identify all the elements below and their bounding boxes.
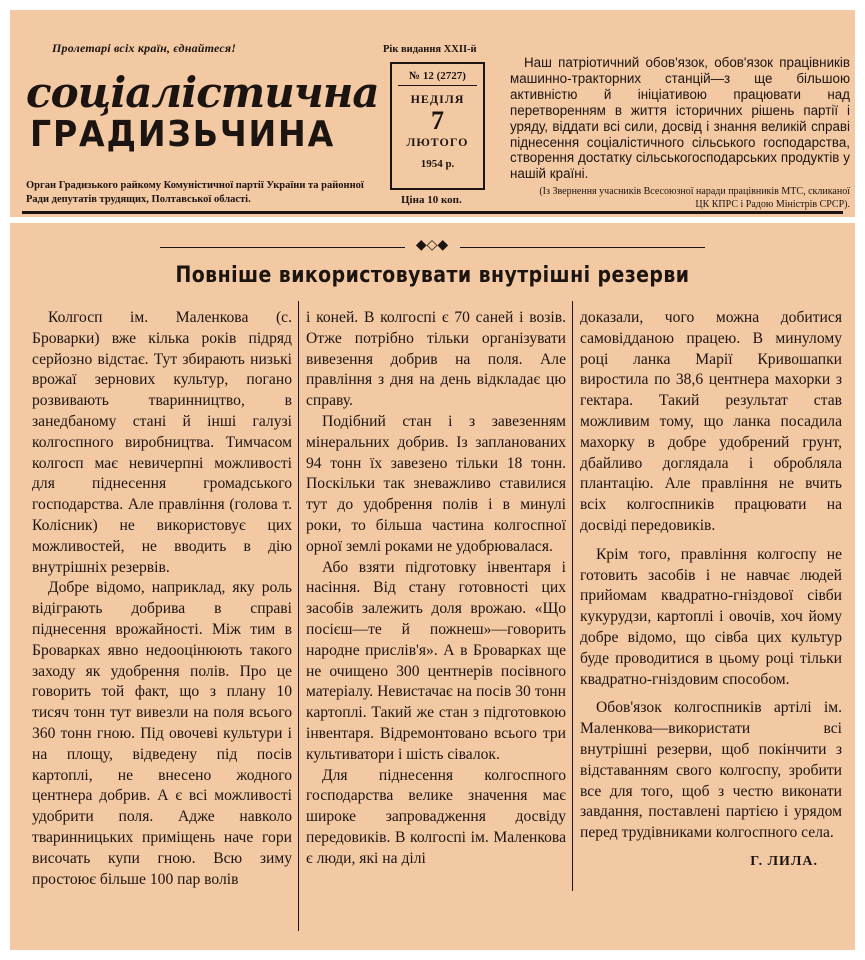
ornament-line-right — [460, 247, 705, 248]
paragraph: Обов'язок колгоспників артілі ім. Маленкова—використати всі внутрішні резерви, щоб покінчити з відставанням свого колгоспу, зробити все для того, щоб з честю виконати завдання, поставлені партією і урядом перед трудівниками колгоспного села. — [580, 699, 842, 842]
paragraph: Подібний стан і з завезенням мінеральних добрив. Із запланованих 94 тонн їх завезено тільки 18 тонн. Поскільки так зневажливо ставилися тут до удобрення полів і в минулі роки, то більша частина колгоспної орної землі роками не удобрювалася. — [306, 412, 566, 555]
publisher-organ: Орган Градизького райкому Комуністичної партії України та районної Ради депутатів трудящих, Полтавської області. — [26, 180, 364, 205]
article — [10, 223, 855, 950]
paragraph: Добре відомо, наприклад, яку роль відіграють добрива в справі піднесення врожайності. Між тим в Броварках явно недооцінюють такого заходу як удобрення полів. Про це говорить той факт, що з плану 10 тисяч тонн тут вивезли на поля всього 360 тонн гною. Під овочеві культури і на площу, відведену під посів картоплі, не внесено жодного центнера добрив. А є всі можливості удобрити поля. Адже навколо тваринницьких приміщень наче гори височать купи гною. Всю зиму простоює більше 100 пар волів — [32, 579, 292, 888]
weekday: НЕДІЛЯ — [410, 92, 465, 106]
paragraph: і коней. В колгоспі є 70 саней і возів. Отже потрібно тільки організувати вивезення добрив на поля. Але правління з дня на день відкладає цю справу. — [306, 309, 566, 410]
paragraph: Колгосп ім. Маленкова (с. Броварки) вже кілька років підряд серйозно відстає. Тут збирають низькі врожаї зернових культур, погано розвивають тваринництво, в занедбаному стані й інші галузі колгоспного виробництва. Тимчасом колгосп має невичерпні можливості для піднесення громадського господарства. Але правління (голова т. Колісник) не використовує цих можливостей, не вводить в дію внутрішніх резервів. — [32, 309, 292, 576]
column-rule-1 — [298, 301, 299, 931]
month: ЛЮТОГО — [406, 135, 469, 149]
editorial-quote: Наш патріотичний обов'язок, обов'язок працівників машинно-тракторних станцій—з ще більшою активністю й ініціативою працювати над перетворенням в життя історичних рішень партії і уряду, віддати всі сили, досвід і знання великій справі піднесення соціалістичного сільського господарства, створення достатку сільськогосподарських продуктів у нашій країні. — [510, 55, 850, 182]
ornament-glyph: ◆◇◆ — [415, 238, 449, 253]
ornament-line-left — [160, 247, 405, 248]
author-signature: Г. ЛИЛА. — [750, 853, 818, 869]
article-headline: Повніше використовувати внутрішні резерви — [175, 263, 690, 288]
paragraph: доказали, чого можна добитися самовідданою працею. В минулому році ланка Марії Кривошапки виростила по 38,6 центнера махорки з гектара. Такий результат став можливим тому, що ланка посадила махорку в добре удобрений грунт, дбайливо доглядала і обробляла плантацію. Але правління не вчить всіх колгоспників працювати на досвіді передовиків. — [580, 309, 842, 534]
issue-date-box — [390, 62, 485, 190]
headline-ornament — [160, 238, 705, 253]
year-of-issue: Рік видання XXII-й — [383, 44, 477, 55]
title-line-1: соціалістична — [26, 68, 379, 117]
column-rule-2 — [572, 301, 573, 891]
quote-source: (Із Звернення учасників Всесоюзної наради працівників МТС, скликаної ЦК КПРС і Радою Міністрів СРСР). — [539, 186, 850, 210]
paragraph: Або взяти підготовку інвентаря і насіння. Від стану готовності цих засобів залежить доля врожаю. «Що посієш—те й пожнеш»—говорить народне прислів'я». А в Броварках ще не очищено 300 центнерів посівного матеріалу. Невистачає на посів 30 тонн картоплі. Такий же стан з підготовкою інвентаря. Відремонтовано всього три культиватори і шість сівалок. — [306, 558, 566, 763]
slogan: Пролетарі всіх країн, єднайтеся! — [52, 41, 237, 55]
paragraph: Крім того, правління колгоспу не готовить засобів і не навчає людей прийомам квадратно-гніздової сівби кукурудзи, картоплі і овочів, хоч йому добре відомо, що сівба цих культур буде проводитися в цьому році тільки квадратно-гніздовим способом. — [580, 545, 842, 688]
issue-number: № 12 (2727) — [398, 70, 477, 86]
year: 1954 р. — [420, 158, 455, 170]
masthead — [10, 10, 855, 217]
article-column-1 — [32, 308, 292, 890]
article-column-2 — [306, 308, 566, 870]
paragraph: Для піднесення колгоспного господарства велике значення має широке запровадження досвіду передовиків. В колгоспі ім. Маленкова є люди, які на ділі — [306, 766, 566, 867]
title-line-2: ГРАДИЗЬЧИНА — [30, 114, 336, 155]
price: Ціна 10 коп. — [401, 194, 462, 206]
masthead-rule — [22, 211, 843, 214]
article-column-3 — [580, 308, 842, 873]
day-number: 7 — [431, 106, 444, 135]
